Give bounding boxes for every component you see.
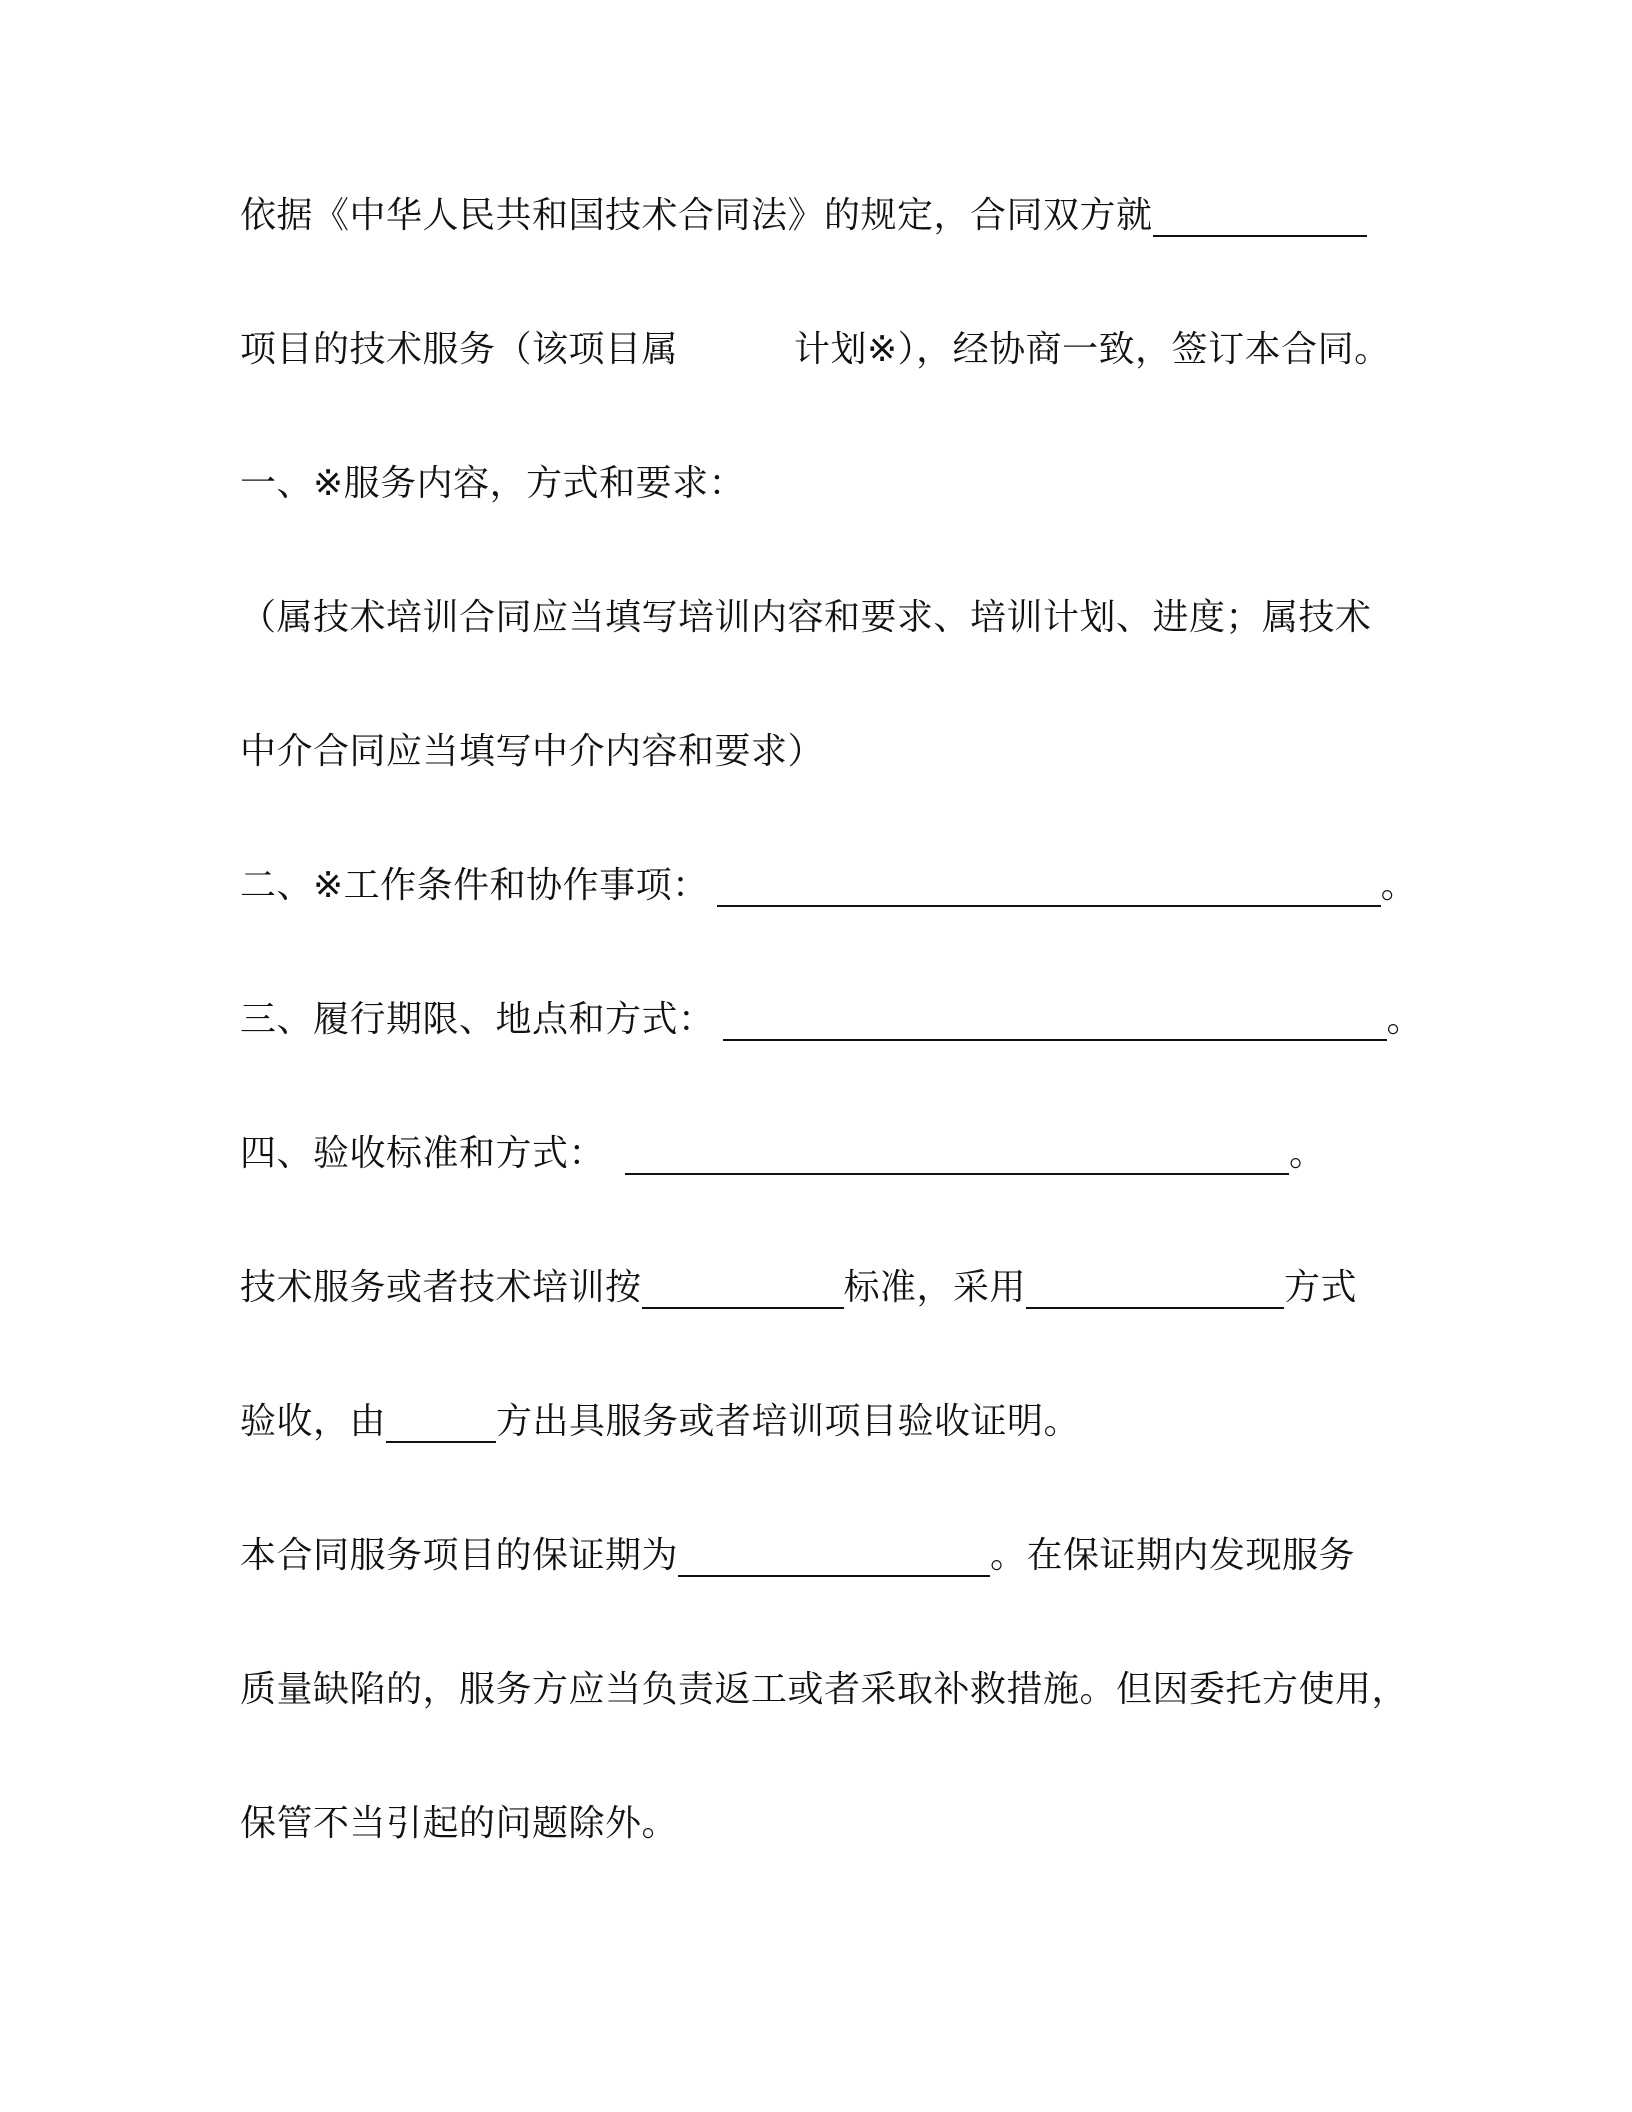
warranty-line-3 (240, 1794, 678, 1854)
section-4-line (240, 1124, 1326, 1184)
performance-terms-blank[interactable] (723, 995, 1387, 1041)
section-3-period: 。 (1386, 999, 1424, 1040)
preamble-line-2 (240, 320, 1391, 380)
section-3-label: 三、履行期限、地点和方式： (240, 999, 715, 1040)
acceptance-line-2 (240, 1392, 1080, 1452)
section-1-note-line-1 (240, 588, 1372, 648)
section-2-period: 。 (1380, 865, 1418, 906)
acceptance-method-blank[interactable] (1026, 1263, 1284, 1309)
preamble-text-a: 项目的技术服务（该项目属 (240, 329, 679, 370)
acceptance-line-1 (240, 1258, 1357, 1318)
acceptance-text-d: 验收，由 (240, 1401, 387, 1442)
preamble-text-b: 计划※），经协商一致，签订本合同。 (794, 329, 1391, 370)
section-2-line (240, 856, 1417, 916)
section-1-note-text-2: 中介合同应当填写中介内容和要求） (240, 731, 825, 772)
acceptance-text-b: 标准，采用 (843, 1267, 1027, 1308)
warranty-line-1 (240, 1526, 1355, 1586)
section-1-note-line-2 (240, 722, 824, 782)
warranty-text-d: 保管不当引起的问题除外。 (240, 1803, 679, 1844)
work-conditions-blank[interactable] (717, 861, 1381, 907)
warranty-text-c: 质量缺陷的，服务方应当负责返工或者采取补救措施。但因委托方使用， (240, 1669, 1409, 1710)
warranty-text-b: 。在保证期内发现服务 (990, 1535, 1356, 1576)
warranty-line-2 (240, 1660, 1408, 1720)
section-1-title (240, 454, 745, 514)
acceptance-standard-blank[interactable] (642, 1263, 844, 1309)
acceptance-text-e: 方出具服务或者培训项目验收证明。 (496, 1401, 1081, 1442)
preamble-line-1 (240, 186, 1367, 246)
project-name-blank[interactable] (1153, 191, 1367, 237)
acceptance-text-a: 技术服务或者技术培训按 (240, 1267, 642, 1308)
warranty-text-a: 本合同服务项目的保证期为 (240, 1535, 679, 1576)
acceptance-criteria-blank[interactable] (625, 1129, 1289, 1175)
section-1-title-text: 一、※服务内容，方式和要求： (240, 463, 746, 504)
section-3-line (240, 990, 1423, 1050)
section-4-label: 四、验收标准和方式： (240, 1133, 606, 1174)
preamble-text: 依据《中华人民共和国技术合同法》的规定，合同双方就 (240, 195, 1153, 236)
section-4-period: 。 (1289, 1133, 1326, 1174)
certifying-party-blank[interactable] (386, 1397, 496, 1443)
section-1-note-text-1: （属技术培训合同应当填写培训内容和要求、培训计划、进度；属技术 (240, 597, 1372, 638)
acceptance-text-c: 方式 (1284, 1267, 1358, 1308)
warranty-period-blank[interactable] (678, 1531, 990, 1577)
section-2-label: 二、※工作条件和协作事项： (240, 865, 709, 906)
